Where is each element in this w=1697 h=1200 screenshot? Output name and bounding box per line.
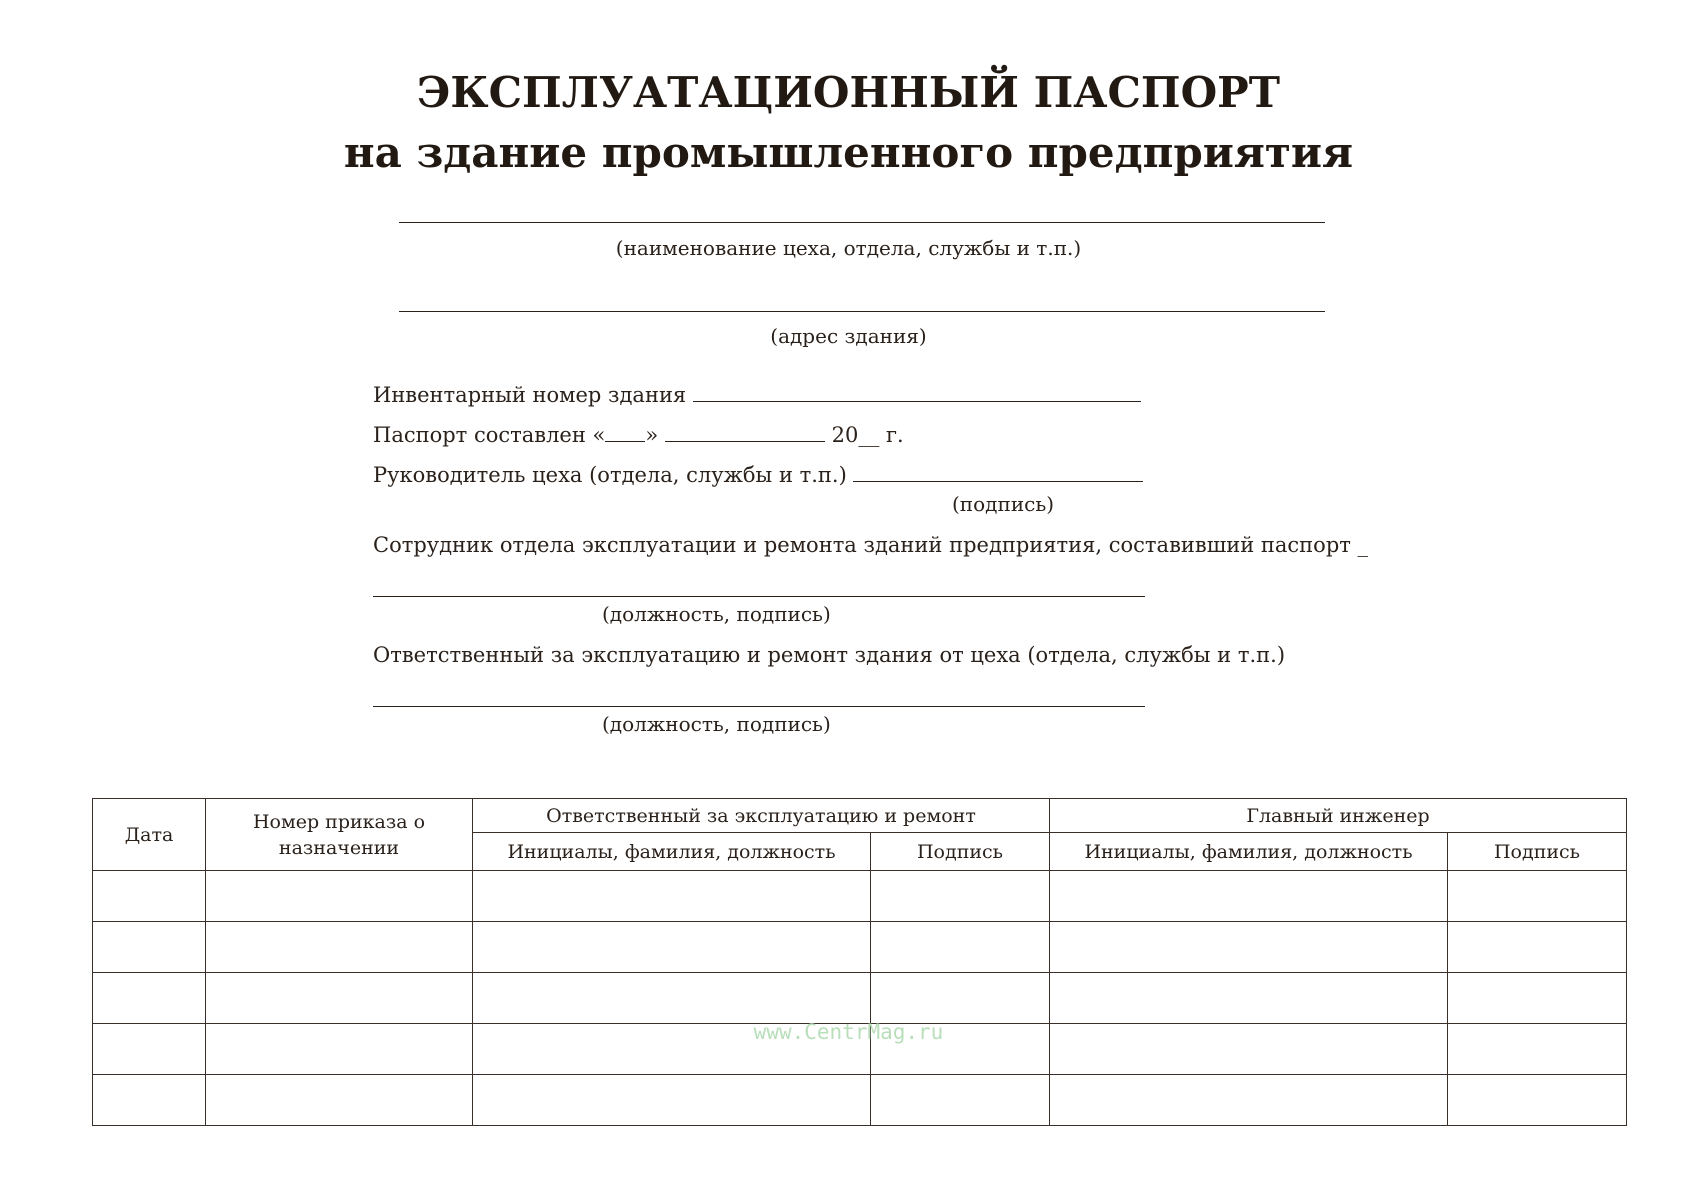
table-cell[interactable] [93,871,206,922]
column-header-responsible-initials: Инициалы, фамилия, должность [473,833,871,871]
watermark: www.CentrMag.ru [753,1020,944,1044]
column-header-chief-initials: Инициалы, фамилия, должность [1050,833,1448,871]
column-header-responsible-signature: Подпись [871,833,1050,871]
table-cell[interactable] [473,871,871,922]
table-cell[interactable] [206,922,473,973]
passport-month-field[interactable] [665,423,825,442]
table-cell[interactable] [206,871,473,922]
table-cell[interactable] [473,922,871,973]
group-header-responsible: Ответственный за эксплуатацию и ремонт [473,799,1050,833]
passport-date-label: Паспорт составлен « [373,423,606,447]
table-row [93,871,1627,922]
department-head-label: Руководитель цеха (отдела, службы и т.п.) [373,463,847,487]
signature-caption: (подпись) [952,492,1055,516]
table-row [93,1075,1627,1126]
table-cell[interactable] [473,973,871,1024]
table-cell[interactable] [871,871,1050,922]
table-cell[interactable] [93,973,206,1024]
table-cell[interactable] [1448,871,1627,922]
department-head-row [373,463,1143,487]
department-head-signature-field[interactable] [853,463,1143,482]
table-cell[interactable] [1448,973,1627,1024]
department-caption: (наименование цеха, отдела, службы и т.п.) [615,236,1082,260]
inventory-number-field[interactable] [693,383,1141,402]
address-caption: (адрес здания) [770,324,927,348]
employee-position-caption: (должность, подпись) [602,602,831,626]
passport-close-quote: » [645,423,659,447]
table-cell[interactable] [206,1075,473,1126]
table-cell[interactable] [871,1075,1050,1126]
responsible-row: Ответственный за эксплуатацию и ремонт здания от цеха (отдела, службы и т.п.) [373,643,1286,667]
table-cell[interactable] [871,922,1050,973]
table-body [93,871,1627,1126]
table-cell[interactable] [1050,922,1448,973]
employee-row: Сотрудник отдела эксплуатации и ремонта зданий предприятия, составивший паспорт _ [373,533,1369,557]
table-cell[interactable] [93,922,206,973]
table-cell[interactable] [1448,922,1627,973]
table-cell[interactable] [206,973,473,1024]
table-cell[interactable] [871,973,1050,1024]
table-row [93,922,1627,973]
passport-date-row [373,423,904,447]
building-address-line[interactable] [399,311,1325,312]
assignment-log-table [92,798,1627,1126]
column-header-chief-signature: Подпись [1448,833,1627,871]
table-cell[interactable] [1448,1075,1627,1126]
column-header-date: Дата [93,799,206,871]
inventory-number-row [373,383,1141,407]
department-name-line[interactable] [399,222,1325,223]
table-cell[interactable] [1050,973,1448,1024]
document-subtitle: на здание промышленного предприятия [343,128,1354,177]
document-title: ЭКСПЛУАТАЦИОННЫЙ ПАСПОРТ [417,68,1280,117]
table-header-row [93,799,1627,833]
table-cell[interactable] [93,1075,206,1126]
responsible-position-caption: (должность, подпись) [602,712,831,736]
table-cell[interactable] [1050,1075,1448,1126]
group-header-chief-engineer: Главный инженер [1050,799,1627,833]
responsible-signature-line[interactable] [373,706,1145,707]
table-cell[interactable] [473,1075,871,1126]
passport-year-text: 20__ г. [831,423,904,447]
passport-day-field[interactable] [605,423,645,442]
column-header-order-number: Номер приказа о назначении [206,799,473,871]
inventory-number-label: Инвентарный номер здания [373,383,687,407]
table-row [93,973,1627,1024]
employee-signature-line[interactable] [373,596,1145,597]
table-cell[interactable] [1050,871,1448,922]
